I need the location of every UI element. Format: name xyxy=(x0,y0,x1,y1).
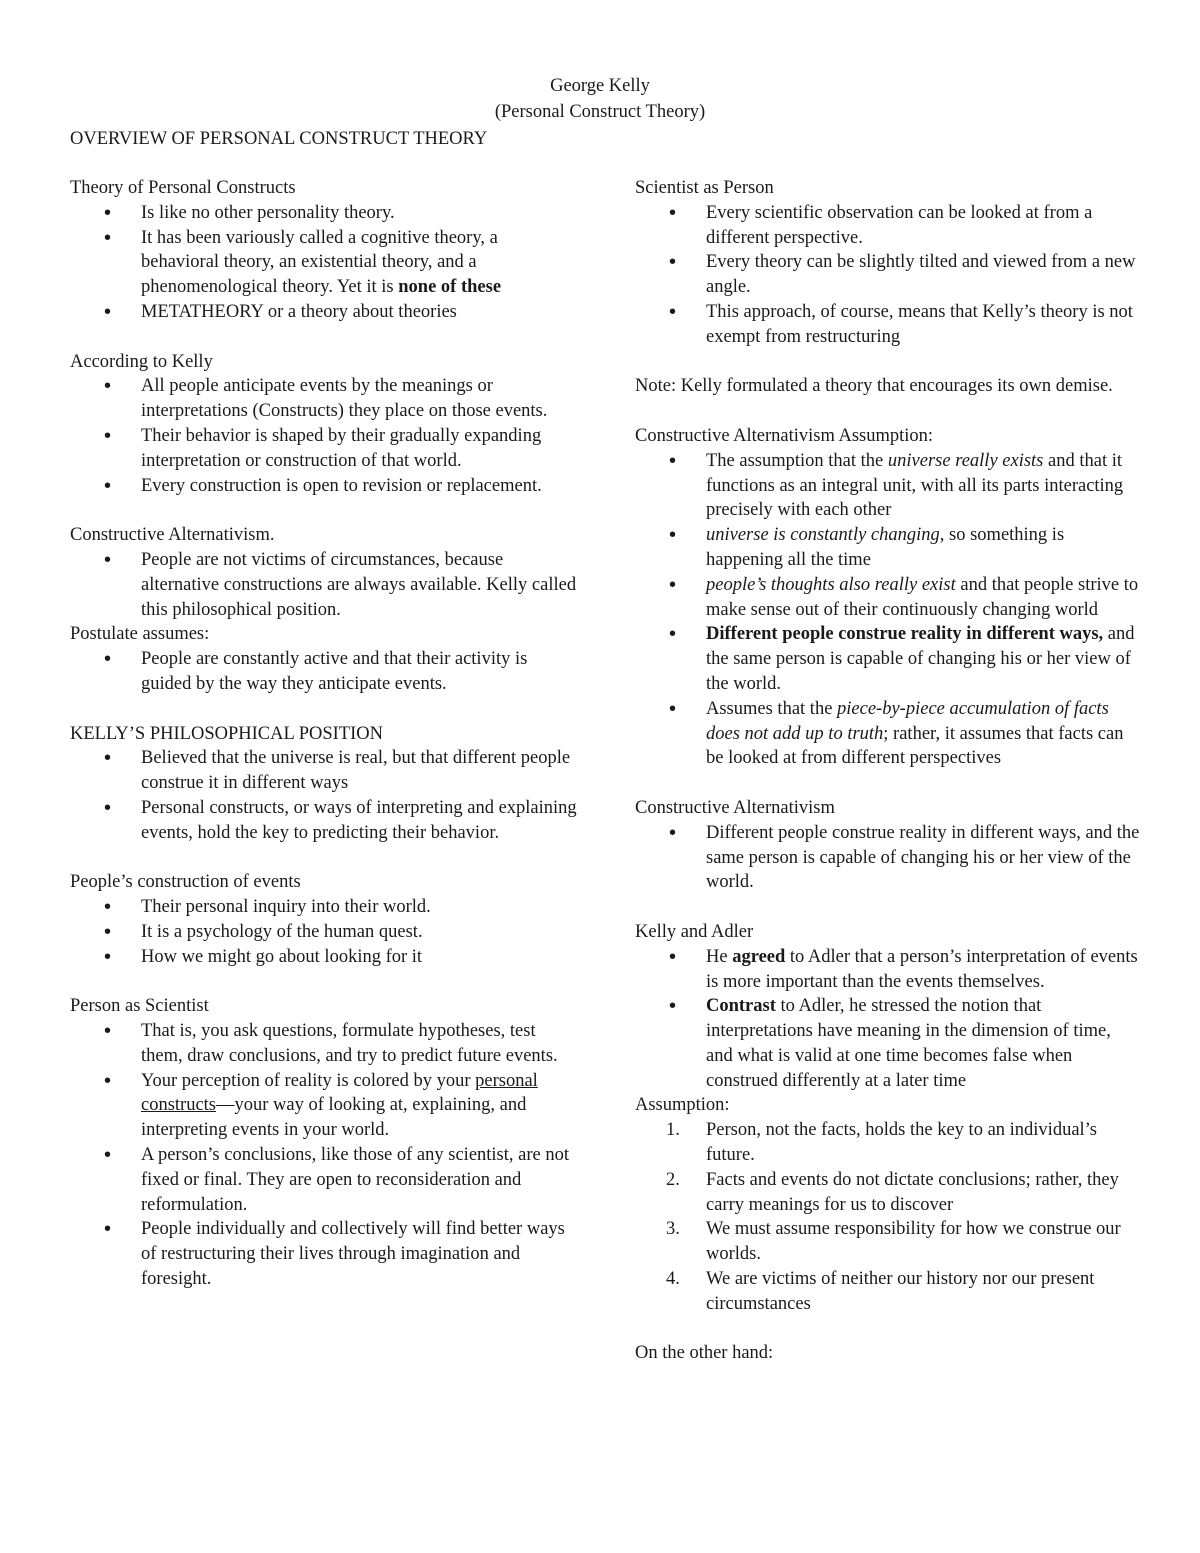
numbered-list xyxy=(635,1118,1140,1316)
right-column xyxy=(635,176,1140,1366)
list-item xyxy=(635,994,1140,1093)
list-item: • People individually and collectively will find better ways of restructuring their lives through imagination and foresight. xyxy=(70,1217,580,1291)
list-item xyxy=(635,697,1140,771)
list-item: • People are not victims of circumstances, because alternative constructions are always available. Kelly called this philosophical position. xyxy=(70,548,580,622)
list-item xyxy=(70,226,580,300)
list-item xyxy=(635,622,1140,696)
document-subtitle: (Personal Construct Theory) xyxy=(494,102,706,122)
list-item: • This approach, of course, means that Kelly’s theory is not exempt from restructuring xyxy=(635,300,1140,350)
list-item: • Every scientific observation can be looked at from a different perspective. xyxy=(635,201,1140,251)
list-item xyxy=(635,1168,1140,1218)
item-text: The assumption that the xyxy=(706,450,888,471)
section-heading: Theory of Personal Constructs xyxy=(70,178,296,198)
section-heading: Kelly and Adler xyxy=(635,921,754,942)
list-number: 4. xyxy=(666,1269,680,1290)
item-text: He xyxy=(706,946,733,967)
item-text: It has been variously called a cognitive theory, a behavioral theory, an existential theory, and a phenomenological theory. Yet it is xyxy=(141,227,498,298)
bullet-list xyxy=(70,201,580,325)
section-heading: Postulate assumes: xyxy=(70,624,210,645)
bold-text: none of these xyxy=(398,277,502,298)
list-item: • Their behavior is shaped by their gradually expanding interpretation or construction of that world. xyxy=(70,424,580,474)
list-item: • Every theory can be slightly tilted and viewed from a new angle. xyxy=(635,250,1140,300)
list-item xyxy=(635,945,1140,995)
list-item: • Different people construe reality in different ways, and the same person is capable of changing his or her view of the world. xyxy=(635,821,1140,895)
note-paragraph: Note: Kelly formulated a theory that encourages its own demise. xyxy=(635,376,1113,397)
section-heading: Scientist as Person xyxy=(635,178,774,198)
list-item: • Personal constructs, or ways of interpreting and explaining events, hold the key to predicting their behavior. xyxy=(70,796,580,846)
section-heading: People’s construction of events xyxy=(70,872,301,893)
section-heading: Constructive Alternativism xyxy=(635,797,835,818)
list-item: • That is, you ask questions, formulate hypotheses, test them, draw conclusions, and try to predict future events. xyxy=(70,1019,580,1069)
underlined-text: personal constructs xyxy=(141,1070,538,1116)
section-heading: KELLY’S PHILOSOPHICAL POSITION xyxy=(70,723,383,744)
list-item: • How we might go about looking for it xyxy=(70,945,580,970)
italic-text: universe is constantly changing xyxy=(706,525,940,546)
bullet-list xyxy=(70,374,580,498)
item-text: —your way of looking at, explaining, and interpreting events in your world. xyxy=(141,1095,527,1141)
list-item: • Every construction is open to revision or replacement. xyxy=(70,474,580,499)
item-text: and that it functions as an integral unit, with all its parts interacting precisely with each other xyxy=(706,450,1124,521)
list-number: 2. xyxy=(666,1169,680,1190)
list-number: 3. xyxy=(666,1219,680,1240)
list-item: • Believed that the universe is real, but that different people construe it in different ways xyxy=(70,746,580,796)
section-heading: Assumption: xyxy=(635,1095,730,1116)
bullet-list xyxy=(70,1019,580,1292)
section-heading: Constructive Alternativism. xyxy=(70,525,275,546)
list-item: • A person’s conclusions, like those of any scientist, are not fixed or final. They are open to reconsideration and reformulation. xyxy=(70,1143,580,1217)
item-text: We are victims of neither our history nor our present circumstances xyxy=(706,1269,1095,1314)
bold-text: agreed xyxy=(732,946,786,967)
list-item: • Is like no other personality theory. xyxy=(70,201,580,226)
bold-text: Different people construe reality in different ways, xyxy=(706,624,1104,645)
document-title: George Kelly xyxy=(550,76,650,96)
section-heading: Person as Scientist xyxy=(70,996,209,1017)
item-text: Assumes that the xyxy=(706,698,838,719)
left-column xyxy=(70,176,580,1292)
list-item xyxy=(635,1118,1140,1168)
list-number: 1. xyxy=(666,1120,680,1141)
overview-heading: OVERVIEW OF PERSONAL CONSTRUCT THEORY xyxy=(70,129,488,149)
bullet-list xyxy=(70,895,580,969)
item-text: ; rather, it assumes that facts can be looked at from different perspectives xyxy=(706,723,1124,769)
list-item xyxy=(70,1069,580,1143)
bullet-list xyxy=(635,201,1140,350)
item-text: and the same person is capable of changing his or her view of the world. xyxy=(706,624,1135,694)
bullet-list xyxy=(635,945,1140,1094)
list-item: • METATHEORY or a theory about theories xyxy=(70,300,580,325)
list-item: • People are constantly active and that their activity is guided by the way they anticipate events. xyxy=(70,647,580,697)
bullet-list xyxy=(70,647,580,697)
list-item: • All people anticipate events by the meanings or interpretations (Constructs) they place on those events. xyxy=(70,374,580,424)
item-text: to Adler that a person’s interpretation of events is more important than the events themselves. xyxy=(706,946,1138,992)
list-item xyxy=(635,1217,1140,1267)
item-text: and that people strive to make sense out of their continuously changing world xyxy=(706,574,1139,620)
list-item xyxy=(635,573,1140,623)
bold-text: Contrast xyxy=(706,996,776,1017)
item-text: Your perception of reality is colored by your xyxy=(141,1070,476,1091)
list-item: • Their personal inquiry into their world. xyxy=(70,895,580,920)
list-item xyxy=(635,1267,1140,1317)
item-text: We must assume responsibility for how we construe our worlds. xyxy=(706,1219,1121,1265)
section-heading: According to Kelly xyxy=(70,351,213,372)
italic-text: piece-by-piece accumulation of facts does not add up to truth xyxy=(706,698,1109,744)
item-text: Person, not the facts, holds the key to an individual’s future. xyxy=(706,1120,1098,1166)
list-item: • It is a psychology of the human quest. xyxy=(70,920,580,945)
item-text: to Adler, he stressed the notion that interpretations have meaning in the dimension of time, and what is valid at one time becomes false when construed differently at a later time xyxy=(706,996,1111,1091)
bullet-list xyxy=(70,746,580,845)
section-heading: Constructive Alternativism Assumption: xyxy=(635,425,934,446)
item-text: Facts and events do not dictate conclusions; rather, they carry meanings for us to discover xyxy=(706,1169,1119,1215)
italic-text: universe really exists xyxy=(887,450,1044,471)
list-item xyxy=(635,449,1140,523)
item-text: , so something is happening all the time xyxy=(706,525,1065,570)
list-item xyxy=(635,523,1140,573)
italic-text: people’s thoughts also really exist xyxy=(706,574,956,595)
closing-paragraph: On the other hand: xyxy=(635,1343,774,1364)
bullet-list xyxy=(635,821,1140,895)
bullet-list xyxy=(70,548,580,622)
bullet-list xyxy=(635,449,1140,771)
